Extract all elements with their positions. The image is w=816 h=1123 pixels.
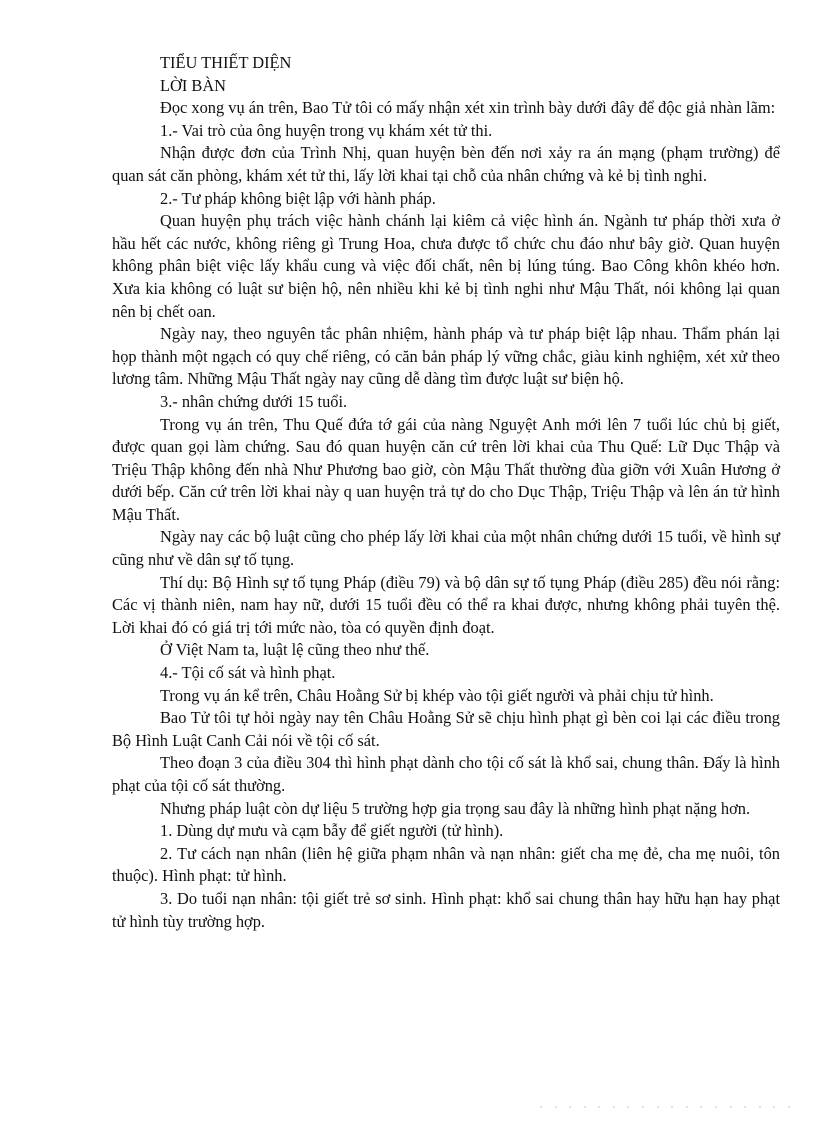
document-body bbox=[112, 52, 780, 933]
dot bbox=[613, 1106, 615, 1108]
paragraph: Trong vụ án trên, Thu Quế đứa tớ gái của nàng Nguyệt Anh mới lên 7 tuổi lúc chủ bị giết, được quan gọi làm chứng. Sau đó quan huyện căn cứ trên lời khai của Thu Quế: Lữ Dục Thập và Triệu Thập không đến nhà Như Phương bao giờ, còn Mậu Thất thường đùa giỡn với Xuân Hương ở dưới bếp. Căn cứ trên lời khai này q uan huyện trả tự do cho Dục Thập, Triệu Thập và lên án tử hình Mậu Thất. bbox=[112, 414, 780, 524]
dot bbox=[627, 1106, 629, 1108]
paragraph: Ngày nay các bộ luật cũng cho phép lấy lời khai của một nhân chứng dưới 15 tuổi, về hình sự cũng như về dân sự tố tụng. bbox=[112, 527, 780, 570]
paragraph: Nhận được đơn của Trình Nhị, quan huyện bèn đến nơi xảy ra án mạng (phạm trường) để quan sát căn phòng, khám xét tử thi, lấy lời khai tại chỗ của nhân chứng và kẻ bị tình nghi. bbox=[112, 143, 780, 185]
section-heading-commentary: LỜI BÀN bbox=[160, 75, 227, 95]
dot bbox=[773, 1106, 775, 1108]
dot bbox=[744, 1106, 746, 1108]
dot bbox=[730, 1106, 732, 1108]
dot bbox=[584, 1106, 586, 1108]
paragraph: Theo đoạn 3 của điều 304 thì hình phạt dành cho tội cố sát là khổ sai, chung thân. Đấy là hình phạt của tội cố sát thường. bbox=[112, 753, 780, 795]
dot bbox=[671, 1106, 673, 1108]
point-heading-3: 3.- nhân chứng dưới 15 tuổi. bbox=[160, 391, 348, 411]
dot bbox=[569, 1106, 571, 1108]
list-item: 3. Do tuổi nạn nhân: tội giết trẻ sơ sinh. Hình phạt: khổ sai chung thân hay hữu hạn hay phạt tử hình tùy trường hợp. bbox=[112, 888, 780, 931]
paragraph: Ngày nay, theo nguyên tắc phân nhiệm, hành pháp và tư pháp biệt lập nhau. Thẩm phán lại họp thành một ngạch có quy chế riêng, có căn bản pháp lý vững chắc, giàu kinh nghiệm, xét xử theo lương tâm. Những Mậu Thất ngày nay cũng dễ dàng tìm được luật sư biện hộ. bbox=[112, 324, 780, 389]
dot bbox=[555, 1106, 557, 1108]
dot bbox=[657, 1106, 659, 1108]
dot bbox=[598, 1106, 600, 1108]
dot bbox=[540, 1106, 542, 1108]
page-edge-dots bbox=[540, 1106, 790, 1116]
list-item: 2. Tư cách nạn nhân (liên hệ giữa phạm nhân và nạn nhân: giết cha mẹ đẻ, cha mẹ nuôi, tôn thuộc). Hình phạt: tử hình. bbox=[112, 843, 780, 886]
dot bbox=[686, 1106, 688, 1108]
dot bbox=[788, 1106, 790, 1108]
paragraph-intro: Đọc xong vụ án trên, Bao Tử tôi có mấy nhận xét xin trình bày dưới đây để độc giả nhàn lãm: bbox=[160, 98, 776, 118]
paragraph: Quan huyện phụ trách việc hành chánh lại kiêm cả việc hình án. Ngành tư pháp thời xưa ở hầu hết các nước, không riêng gì Trung Hoa, chưa được tổ chức chu đáo như bây giờ. Quan huyện không phân biệt việc lấy khẩu cung và việc đối chất, nên bị lúng túng. Bao Công khôn khéo hơn. Xưa kia không có luật sư biện hộ, nên nhiều khi kẻ bị tình nghi như Mậu Thất, nói không lại quan nên bị chết oan. bbox=[112, 211, 780, 321]
dot bbox=[715, 1106, 717, 1108]
list-item: 1. Dùng dự mưu và cạm bẫy để giết người (tử hình). bbox=[160, 821, 504, 841]
dot bbox=[642, 1106, 644, 1108]
paragraph: Thí dụ: Bộ Hình sự tố tụng Pháp (điều 79) và bộ dân sự tố tụng Pháp (điều 285) đều nói rằng: Các vị thành niên, nam hay nữ, dưới 15 tuổi đều có thể ra khai được, nhưng không phải tuyên thệ. Lời khai đó có giá trị tới mức nào, tòa có quyền định đoạt. bbox=[112, 572, 780, 637]
paragraph: Nhưng pháp luật còn dự liệu 5 trường hợp gia trọng sau đây là những hình phạt nặng hơn. bbox=[160, 798, 751, 818]
dot bbox=[700, 1106, 702, 1108]
section-heading-title: TIỂU THIẾT DIỆN bbox=[160, 53, 292, 72]
paragraph: Bao Tử tôi tự hỏi ngày nay tên Châu Hoằng Sử sẽ chịu hình phạt gì bèn coi lại các điều trong Bộ Hình Luật Canh Cải nói về tội cố sát. bbox=[112, 708, 780, 750]
paragraph: Ở Việt Nam ta, luật lệ cũng theo như thế. bbox=[160, 640, 430, 660]
point-heading-1: 1.- Vai trò của ông huyện trong vụ khám xét tử thi. bbox=[160, 120, 493, 140]
point-heading-2: 2.- Tư pháp không biệt lập với hành pháp. bbox=[160, 188, 436, 208]
point-heading-4: 4.- Tội cố sát và hình phạt. bbox=[160, 663, 336, 683]
dot bbox=[759, 1106, 761, 1108]
paragraph: Trong vụ án kể trên, Châu Hoằng Sử bị khép vào tội giết người và phải chịu tử hình. bbox=[160, 685, 714, 705]
